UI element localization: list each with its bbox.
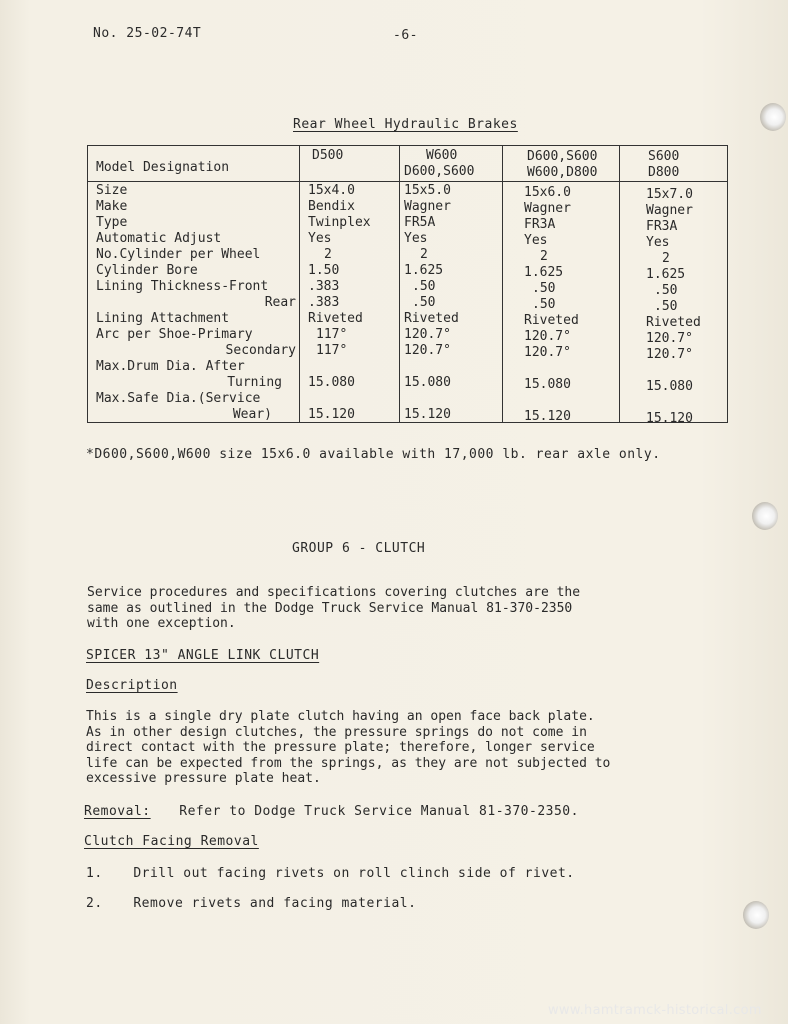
column-header-3: D600,S600 W600,D800 — [527, 149, 598, 180]
table-divider — [399, 146, 400, 422]
intro-paragraph: Service procedures and specifications covering clutches are the same as outlined in the Dodge Truck Service Manual 81-370-2350 with one exception. — [87, 585, 581, 631]
table-header-rule — [88, 181, 727, 182]
column-header-1: D500 — [312, 148, 344, 163]
punch-hole — [760, 103, 786, 131]
row-label: Rear — [264, 295, 296, 310]
row-label: Type — [96, 215, 128, 230]
step-item — [86, 896, 416, 911]
removal-line — [84, 804, 579, 819]
row-labels — [96, 183, 296, 423]
row-label: Wear) — [232, 407, 272, 422]
step-number: 2. — [86, 896, 103, 911]
description-paragraph: This is a single dry plate clutch having an open face back plate. As in other design clutches, the pressure springs do not come in direct contact with the pressure plate; therefore, longer service life can be expected from the springs, as they are not subjected to excessive pressure plate heat. — [86, 709, 611, 786]
table-footnote: *D600,S600,W600 size 15x6.0 available with 17,000 lb. rear axle only. — [86, 447, 661, 462]
punch-hole — [743, 901, 769, 929]
table-column-d600: 15x6.0 Wagner FR3A Yes 2 1.625 .50 .50 Riveted 120.7° 120.7° 15.080 15.120 — [524, 185, 579, 424]
facing-removal-heading: Clutch Facing Removal — [84, 834, 259, 849]
step-number: 1. — [86, 866, 103, 881]
removal-label: Removal: — [84, 804, 151, 819]
description-heading: Description — [86, 678, 178, 693]
table-title: Rear Wheel Hydraulic Brakes — [293, 117, 518, 132]
table-column-w600: 15x5.0 Wagner FR5A Yes 2 1.625 .50 .50 Riveted 120.7° 120.7° 15.080 15.120 — [404, 183, 459, 422]
row-label: Size — [96, 183, 128, 198]
punch-hole — [752, 502, 778, 530]
clutch-subheading: SPICER 13" ANGLE LINK CLUTCH — [86, 648, 320, 663]
step-text: Drill out facing rivets on roll clinch side of rivet. — [133, 866, 575, 881]
section-heading: GROUP 6 - CLUTCH — [292, 541, 426, 556]
brake-spec-table — [87, 145, 728, 426]
row-label: Max.Safe Dia.(Service — [96, 391, 261, 406]
site-watermark: www.hamtramck-historical.com — [548, 1003, 762, 1018]
row-label: Secondary — [225, 343, 296, 358]
column-header-4: S600 D800 — [648, 149, 680, 180]
row-label: Automatic Adjust — [96, 231, 222, 246]
table-divider — [619, 146, 620, 422]
document-number: No. 25-02-74T — [93, 26, 202, 41]
row-label: Max.Drum Dia. After — [96, 359, 245, 374]
table-divider — [502, 146, 503, 422]
row-label: Cylinder Bore — [96, 263, 198, 278]
table-column-s600: 15x7.0 Wagner FR3A Yes 2 1.625 .50 .50 Riveted 120.7° 120.7° 15.080 15.120 — [646, 187, 701, 426]
row-label: Lining Attachment — [96, 311, 230, 326]
row-label: Arc per Shoe-Primary — [96, 327, 253, 342]
removal-text: Refer to Dodge Truck Service Manual 81-370-2350. — [179, 804, 579, 819]
table-header-label: Model Designation — [96, 160, 230, 175]
table-column-d500: 15x4.0 Bendix Twinplex Yes 2 1.50 .383 .383 Riveted 117° 117° 15.080 15.120 — [308, 183, 371, 422]
row-label: Turning — [227, 375, 282, 390]
row-label: No.Cylinder per Wheel — [96, 247, 261, 262]
row-label: Lining Thickness-Front — [96, 279, 269, 294]
step-text: Remove rivets and facing material. — [133, 896, 417, 911]
row-label: Make — [96, 199, 128, 214]
page-number: -6- — [393, 28, 418, 43]
column-header-2: W600 D600,S600 — [404, 148, 475, 179]
table-divider — [299, 146, 300, 422]
step-item — [86, 866, 575, 881]
